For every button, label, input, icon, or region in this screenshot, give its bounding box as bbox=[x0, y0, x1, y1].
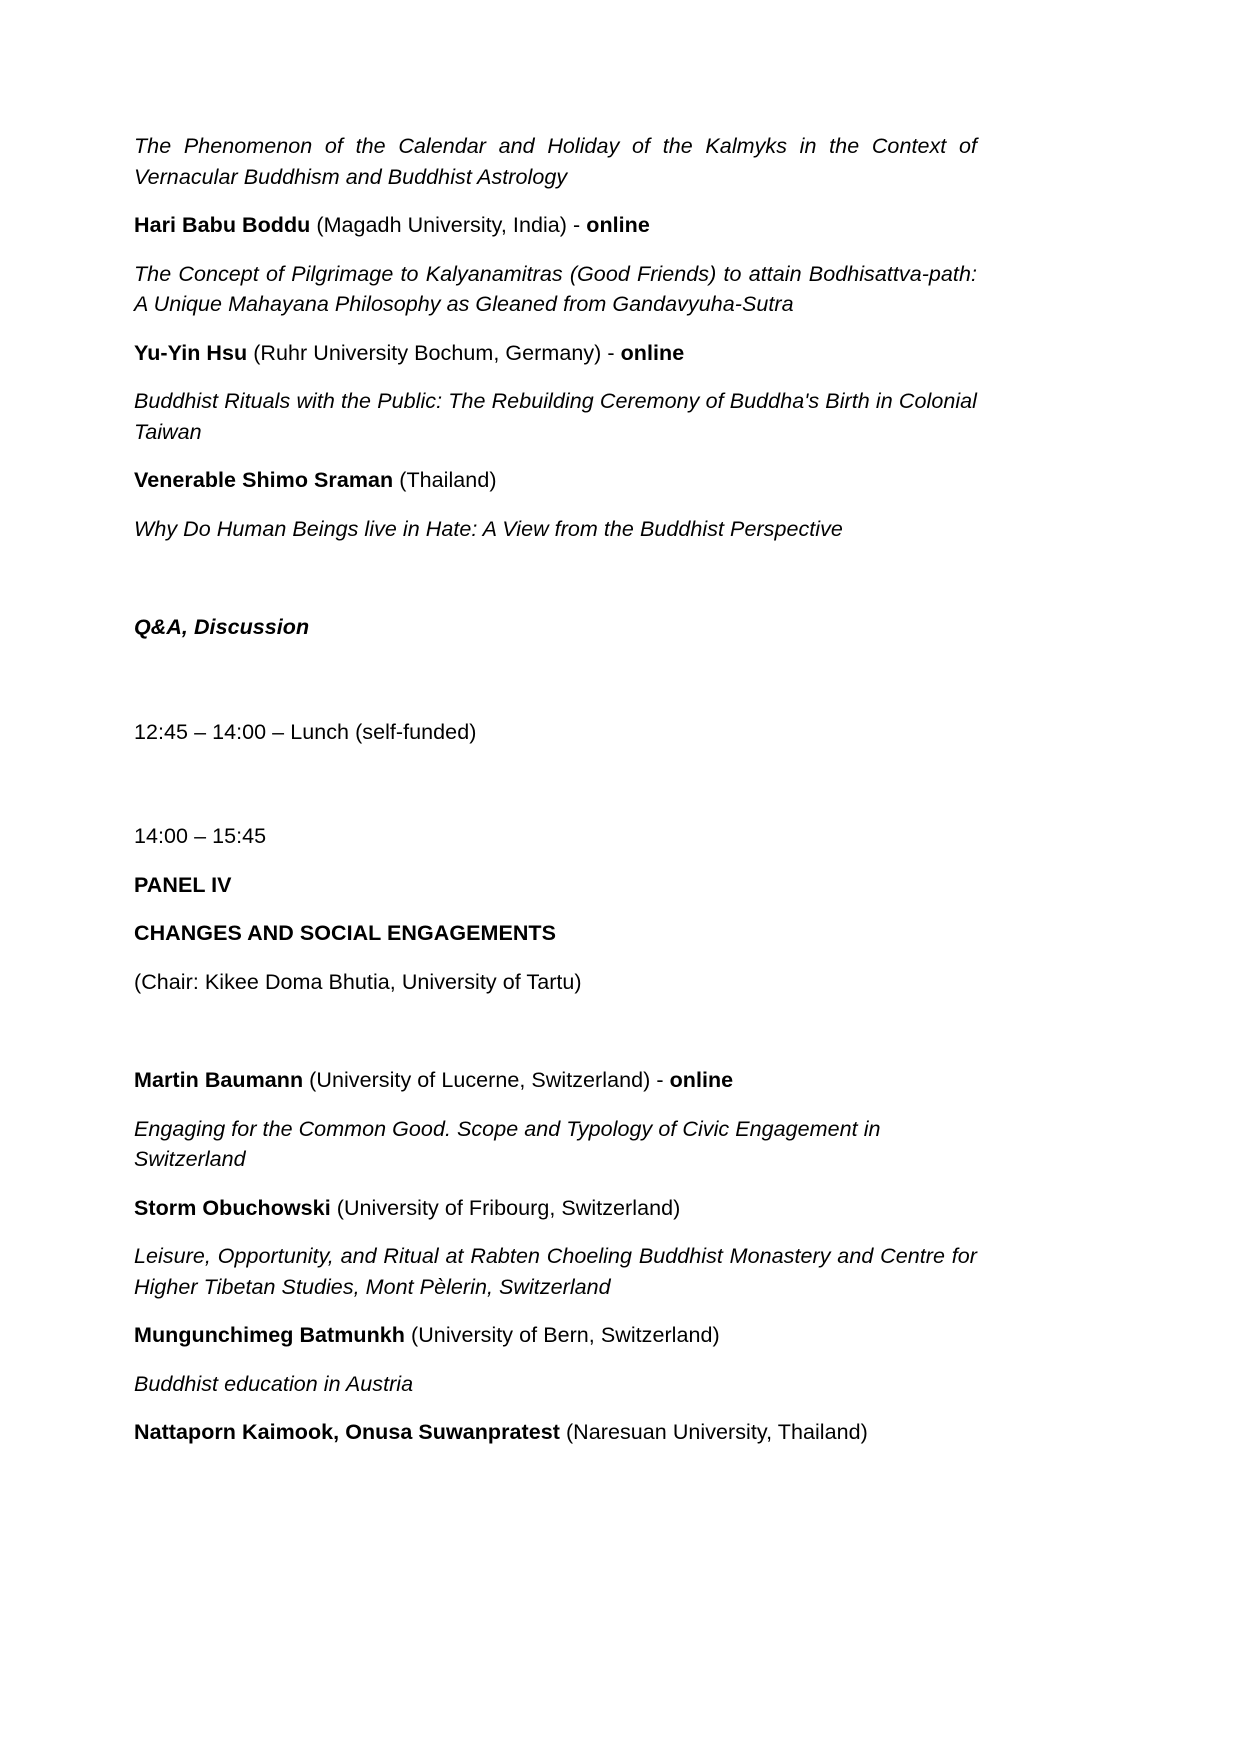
speaker-mode-badge: online bbox=[620, 340, 685, 365]
talk-title-buddhist-rituals: Buddhist Rituals with the Public: The Rebuilding Ceremony of Buddha's Birth in Colonial Taiwan bbox=[134, 389, 977, 444]
panel-iv-title: CHANGES AND SOCIAL ENGAGEMENTS bbox=[134, 921, 556, 945]
speaker-name: Venerable Shimo Sraman bbox=[134, 468, 394, 492]
speaker-name: Martin Baumann bbox=[134, 1068, 304, 1092]
talk-title-buddhist-education-austria: Buddhist education in Austria bbox=[134, 1371, 414, 1396]
speaker-storm-obuchowski bbox=[134, 1193, 977, 1224]
talk-title-engaging-common-good: Engaging for the Common Good. Scope and Typology of Civic Engagement in Switzerland bbox=[134, 1116, 881, 1171]
speaker-mode-badge: online bbox=[669, 1068, 734, 1092]
speaker-nattaporn-kaimook bbox=[134, 1417, 977, 1448]
speaker-name: Storm Obuchowski bbox=[134, 1195, 331, 1220]
speaker-affiliation: (Thailand) bbox=[393, 468, 497, 492]
talk-title-pilgrimage: The Concept of Pilgrimage to Kalyanamitras (Good Friends) to attain Bodhisattva-path: A Unique Mahayana Philosophy as Gleaned from Gandavyuha-Sutra bbox=[134, 261, 977, 316]
speaker-affiliation: (University of Bern, Switzerland) bbox=[405, 1323, 720, 1347]
speaker-mungunchimeg-batmunkh bbox=[134, 1320, 977, 1351]
speaker-affiliation: (University of Lucerne, Switzerland) - bbox=[303, 1068, 670, 1092]
spacer-before-qa bbox=[134, 562, 977, 612]
lunch-slot: 12:45 – 14:00 – Lunch (self-funded) bbox=[134, 719, 477, 744]
speaker-name: Yu-Yin Hsu bbox=[134, 340, 248, 365]
panel-iv-label: PANEL IV bbox=[134, 872, 232, 897]
spacer-before-panel-speakers bbox=[134, 1015, 977, 1065]
speaker-martin-baumann bbox=[134, 1065, 977, 1096]
speaker-hari-babu-boddu bbox=[134, 210, 977, 241]
speaker-mode-badge: online bbox=[586, 213, 650, 237]
speaker-affiliation: (University of Fribourg, Switzerland) bbox=[330, 1195, 681, 1220]
speaker-affiliation: (Ruhr University Bochum, Germany) - bbox=[247, 340, 621, 365]
spacer-before-panel-time bbox=[134, 765, 977, 821]
speaker-venerable-shimo-sraman bbox=[134, 465, 977, 496]
panel-iv-chair: (Chair: Kikee Doma Bhutia, University of Tartu) bbox=[134, 969, 582, 994]
talk-title-why-do-human-beings: Why Do Human Beings live in Hate: A View from the Buddhist Perspective bbox=[134, 516, 843, 541]
talk-title-kalmyks: The Phenomenon of the Calendar and Holiday of the Kalmyks in the Context of Vernacular Buddhism and Buddhist Astrology bbox=[134, 134, 977, 189]
spacer-before-lunch bbox=[134, 661, 977, 717]
qa-discussion: Q&A, Discussion bbox=[134, 615, 310, 639]
speaker-name: Hari Babu Boddu bbox=[134, 213, 311, 237]
talk-title-leisure-opportunity: Leisure, Opportunity, and Ritual at Rabten Choeling Buddhist Monastery and Centre for Higher Tibetan Studies, Mont Pèlerin, Switzerland bbox=[134, 1244, 977, 1299]
document-body bbox=[134, 131, 977, 1466]
speaker-affiliation: (Magadh University, India) - bbox=[310, 213, 587, 237]
speaker-name: Mungunchimeg Batmunkh bbox=[134, 1323, 405, 1347]
panel-iv-time: 14:00 – 15:45 bbox=[134, 824, 267, 848]
speaker-yu-yin-hsu bbox=[134, 338, 977, 369]
speaker-affiliation: (Naresuan University, Thailand) bbox=[559, 1420, 868, 1444]
speaker-name: Nattaporn Kaimook, Onusa Suwanpratest bbox=[134, 1420, 560, 1444]
